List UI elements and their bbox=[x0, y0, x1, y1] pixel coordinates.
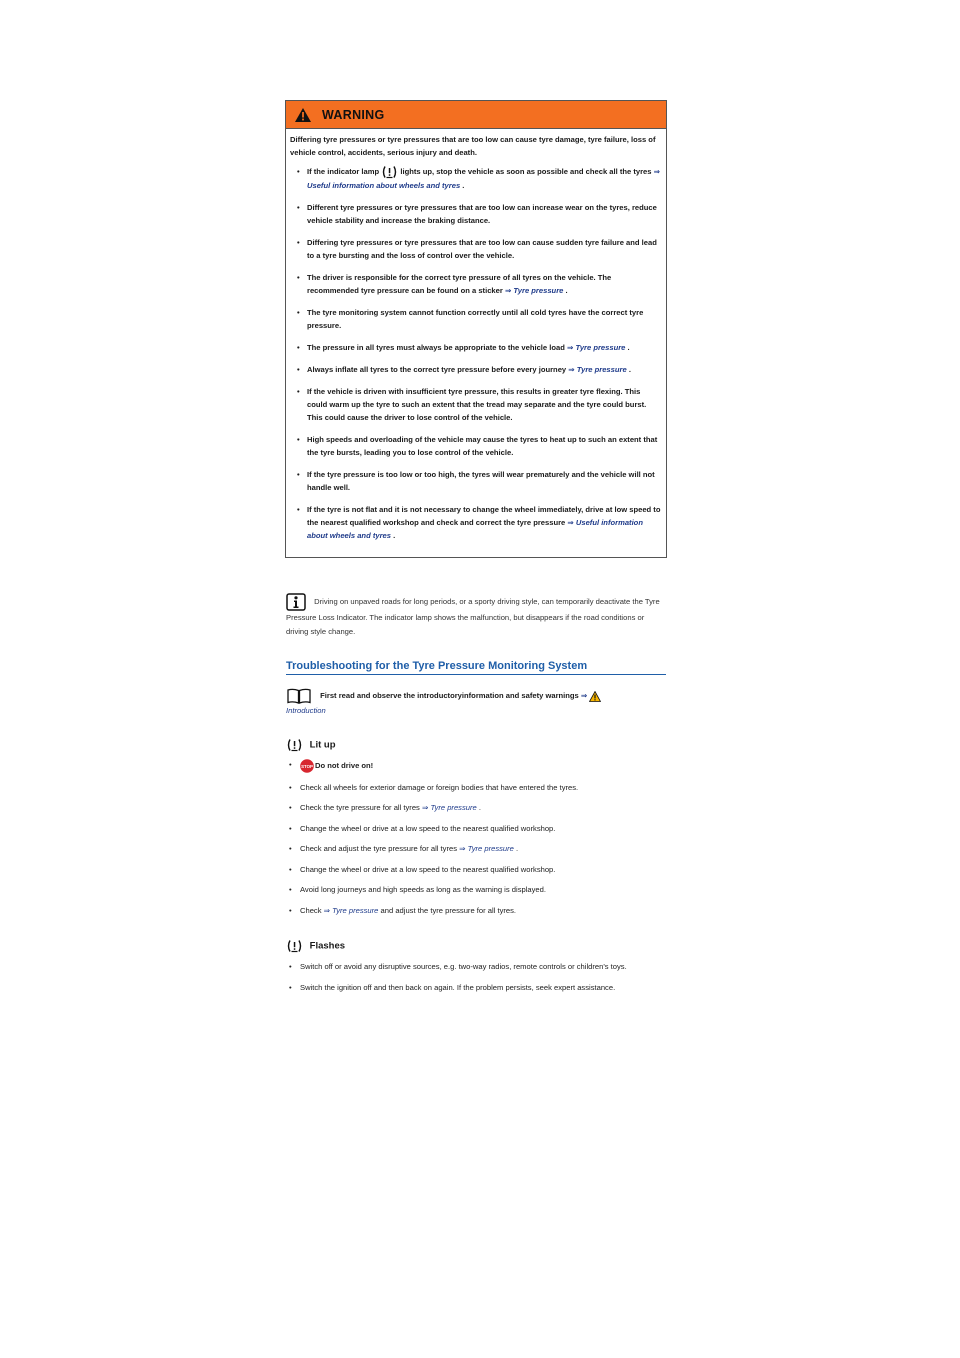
flashes-heading bbox=[286, 939, 345, 953]
list-item: • If the vehicle is driven with insufficient tyre pressure, this results in greater tyre flexing. This could warm up the tyre to such an extent that the tread may separate and the tyre could burst. This could cause the driver to lose control of the vehicle. bbox=[290, 385, 662, 424]
warning-triangle-icon bbox=[294, 107, 312, 123]
link-wheels-and-tyres[interactable]: ⇒ Useful information about wheels and tyres bbox=[307, 167, 660, 190]
tyre-pressure-indicator-icon bbox=[381, 165, 398, 179]
link-introduction[interactable]: Introduction bbox=[286, 706, 326, 715]
list-item bbox=[286, 843, 666, 855]
link-tyre-pressure[interactable]: ⇒ Tyre pressure bbox=[323, 905, 379, 915]
list-item bbox=[290, 363, 662, 376]
svg-text:STOP: • STOP bbox=[301, 764, 313, 769]
warning-title: WARNING bbox=[322, 107, 385, 122]
tyre-pressure-indicator-icon bbox=[286, 738, 303, 752]
info-note bbox=[286, 593, 666, 639]
section-title: Troubleshooting for the Tyre Pressure Monitoring System bbox=[286, 660, 666, 675]
item-text: lights up, stop the vehicle as soon as possible and check all the tyres bbox=[400, 167, 652, 176]
list-item bbox=[290, 165, 662, 192]
link-tyre-pressure[interactable]: ⇒ Tyre pressure bbox=[504, 286, 564, 295]
warning-triangle-icon bbox=[589, 691, 601, 702]
item-tail: . bbox=[478, 803, 481, 812]
item-text: The driver is responsible for the correct tyre pressure of all tyres on the vehicle. The recommended tyre pressure can be found on a sticker bbox=[307, 273, 612, 295]
item-tail: . bbox=[462, 181, 465, 190]
item-text: Check and adjust the tyre pressure for all tyres bbox=[300, 844, 458, 853]
link-tyre-pressure[interactable]: ⇒ Tyre pressure bbox=[421, 803, 477, 812]
item-tail: . bbox=[393, 531, 396, 540]
flashes-list bbox=[286, 961, 666, 1002]
item-tail: . bbox=[565, 286, 568, 295]
item-text: Always inflate all tyres to the correct tyre pressure before every journey bbox=[307, 365, 567, 374]
lit-up-title: Lit up bbox=[309, 739, 336, 751]
note-text: Driving on unpaved roads for long periods, or a sporty driving style, can temporarily deactivate the Tyre Pressure Loss Indicator. The indicator lamp shows the malfunction, but disappears if the road conditions or driving style change. bbox=[286, 597, 660, 636]
flashes-title: Flashes bbox=[309, 940, 346, 952]
list-item bbox=[290, 271, 662, 297]
item-text: If the indicator lamp bbox=[307, 167, 380, 176]
item-text: Check the tyre pressure for all tyres bbox=[300, 803, 420, 812]
item-text: The pressure in all tyres must always be appropriate to the vehicle load bbox=[307, 343, 565, 352]
info-icon bbox=[286, 593, 306, 611]
list-item: • Different tyre pressures or tyre pressures that are too low can increase wear on the tyres, reduce vehicle stability and increase the braking distance. bbox=[290, 201, 662, 227]
list-item: • Change the wheel or drive at a low speed to the nearest qualified workshop. bbox=[286, 864, 666, 876]
intro-arrow[interactable]: ⇒ bbox=[580, 691, 588, 700]
book-icon bbox=[286, 688, 312, 704]
link-tyre-pressure[interactable]: ⇒ Tyre pressure bbox=[459, 844, 514, 853]
list-item: • Avoid long journeys and high speeds as long as the warning is displayed. bbox=[286, 884, 666, 896]
list-item: • High speeds and overloading of the vehicle may cause the tyres to heat up to such an extent that the tyre bursts, leading you to lose control of the vehicle. bbox=[290, 433, 662, 459]
item-text: If the tyre is not flat and it is not necessary to change the wheel immediately, drive at low speed to the nearest qualified workshop and check and correct the tyre pressure bbox=[307, 505, 661, 527]
tyre-pressure-indicator-icon bbox=[286, 939, 303, 953]
link-tyre-pressure[interactable]: ⇒ Tyre pressure bbox=[568, 365, 627, 374]
list-item: • The tyre monitoring system cannot function correctly until all cold tyres have the correct tyre pressure. bbox=[290, 306, 662, 332]
list-item: • Switch the ignition off and then back on again. If the problem persists, seek expert assistance. bbox=[286, 982, 666, 994]
lit-up-list bbox=[286, 759, 666, 925]
intro-text: First read and observe the introductoryinformation and safety warnings bbox=[320, 691, 579, 700]
item-text: Check bbox=[300, 905, 322, 915]
stop-sign-icon bbox=[300, 759, 314, 773]
item-tail: . bbox=[516, 844, 519, 853]
list-item bbox=[290, 503, 662, 542]
item-tail: . bbox=[627, 343, 630, 352]
warning-body bbox=[286, 129, 666, 557]
warning-header bbox=[286, 101, 666, 129]
stop-text: Do not drive on! bbox=[315, 761, 374, 770]
list-item bbox=[286, 905, 666, 917]
warning-intro: Differing tyre pressures or tyre pressures that are too low can cause tyre damage, tyre failure, loss of vehicle control, accidents, serious injury and death. bbox=[290, 135, 656, 157]
link-tyre-pressure[interactable]: ⇒ Tyre pressure bbox=[566, 343, 626, 352]
lit-up-heading bbox=[286, 738, 336, 752]
list-item: • Differing tyre pressures or tyre pressures that are too low can cause sudden tyre failure and lead to a tyre bursting and the loss of control over the vehicle. bbox=[290, 236, 662, 262]
list-item: • Switch off or avoid any disruptive sources, e.g. two-way radios, remote controls or children's toys. bbox=[286, 961, 666, 973]
list-item bbox=[286, 802, 666, 814]
intro-reference bbox=[286, 688, 666, 718]
list-item bbox=[290, 341, 662, 354]
list-item: • Change the wheel or drive at a low speed to the nearest qualified workshop. bbox=[286, 823, 666, 835]
item-tail: . bbox=[628, 365, 631, 374]
item-tail: and adjust the tyre pressure for all tyres. bbox=[380, 905, 517, 915]
warning-box bbox=[285, 100, 667, 558]
warning-list bbox=[290, 165, 662, 542]
link-wheels-and-tyres[interactable]: ⇒ Useful information about wheels and tyres bbox=[307, 518, 643, 540]
list-item: • Check all wheels for exterior damage or foreign bodies that have entered the tyres. bbox=[286, 782, 666, 794]
list-item: • If the tyre pressure is too low or too high, the tyres will wear prematurely and the vehicle will not handle well. bbox=[290, 468, 662, 494]
list-item bbox=[286, 759, 666, 773]
